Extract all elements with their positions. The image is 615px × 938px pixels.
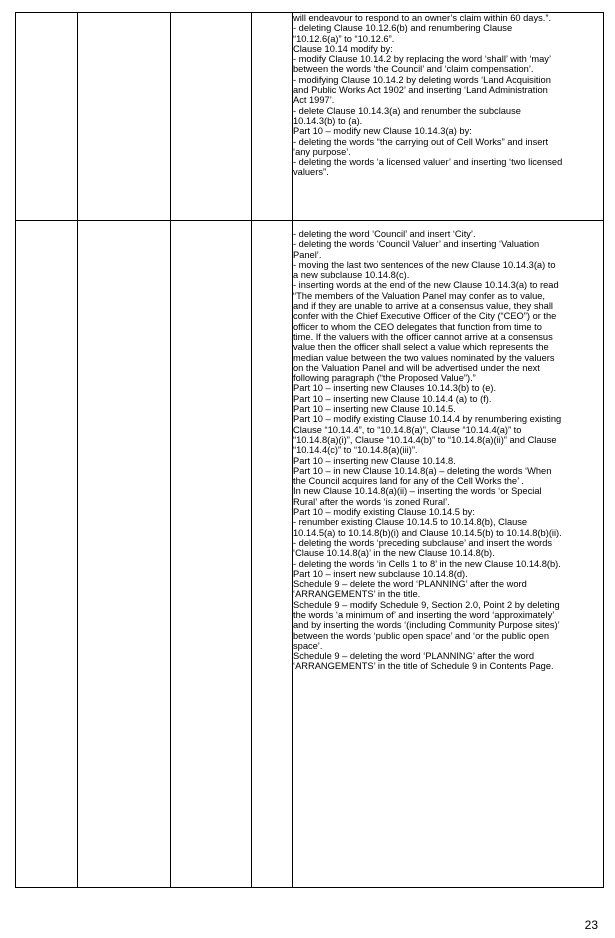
amendment-table <box>15 12 604 888</box>
text-line: Part 10 – inserting new Clause 10.14.5. <box>293 404 456 415</box>
text-line: - moving the last two sentences of the new Clause 10.14.3(a) to <box>293 259 556 270</box>
text-line: time. If the valuers with the officer cannot arrive at a consensus <box>293 331 553 342</box>
text-line: “10.14.8(a)(i)”, Clause “10.14.4(b)” to “10.14.8(a)(ii)” and Clause <box>293 434 557 445</box>
text-line: Part 10 – inserting new Clause 10.14.8. <box>293 455 456 466</box>
text-line: Part 10 – modify existing Clause 10.14.4 by renumbering existing <box>293 414 562 425</box>
text-line: - deleting Clause 10.12.6(b) and renumbering Clause <box>293 23 513 34</box>
table-cell-empty <box>78 221 171 888</box>
text-block <box>293 13 603 178</box>
text-line: Part 10 – modify new Clause 10.14.3(a) by: <box>293 126 472 137</box>
text-line: - deleting the words ‘in Cells 1 to 8’ in the new Clause 10.14.8(b). <box>293 558 561 569</box>
text-line: Rural’ after the words ‘is zoned Rural’. <box>293 496 450 507</box>
text-line: ‘ARRANGEMENTS’ in the title of Schedule 9 in Contents Page. <box>293 661 554 672</box>
text-line: - renumber existing Clause 10.14.5 to 10.14.8(b), Clause <box>293 517 528 528</box>
text-line: Clause “10.14.4”, to “10.14.8(a)”, Clause “10.14.4(a)” to <box>293 424 522 435</box>
text-line: - deleting the words ‘a licensed valuer’ and inserting ‘two licensed <box>293 157 563 168</box>
text-line: - modifying Clause 10.14.2 by deleting words ‘Land Acquisition <box>293 74 551 85</box>
text-line: will endeavour to respond to an owner’s claim within 60 days.”. <box>293 13 552 23</box>
text-line: median value between the two values nominated by the valuers <box>293 352 555 363</box>
text-line: Schedule 9 – deleting the word ‘PLANNING’ after the word <box>293 651 534 662</box>
text-line: and if they are unable to arrive at a consensus value, they shall <box>293 301 553 312</box>
text-line: the Council acquires land for any of the Cell Works the’ . <box>293 476 524 487</box>
table-cell-text <box>293 13 604 221</box>
text-line: 10.14.5(a) to 10.14.8(b)(i) and Clause 10.14.5(b) to 10.14.8(b)(ii). <box>293 527 562 538</box>
text-line: - deleting the word ‘Council’ and insert ‘City’. <box>293 229 476 239</box>
text-line: value then the officer shall select a value which represents the <box>293 342 549 353</box>
text-line: and Public Works Act 1902’ and inserting ‘Land Administration <box>293 85 548 96</box>
text-line: Part 10 – in new Clause 10.14.8(a) – deleting the words ‘When <box>293 465 552 476</box>
table-cell-empty <box>252 13 293 221</box>
text-line: - deleting the words ‘Council Valuer’ and inserting ‘Valuation <box>293 239 540 250</box>
text-line: valuers”. <box>293 167 329 178</box>
table-cell-empty <box>171 13 252 221</box>
table-cell-empty <box>16 221 78 888</box>
text-line: space’. <box>293 640 323 651</box>
text-line: Schedule 9 – modify Schedule 9, Section 2.0, Point 2 by deleting <box>293 599 560 610</box>
text-line: ‘Clause 10.14.8(a)’ in the new Clause 10.14.8(b). <box>293 548 495 559</box>
text-line: Act 1997’. <box>293 95 335 106</box>
spacer <box>293 221 603 229</box>
text-line: Part 10 – modify existing Clause 10.14.5 by: <box>293 507 475 518</box>
text-line: officer to whom the CEO delegates that function from time to <box>293 321 542 332</box>
text-line: between the words ‘public open space’ and ‘or the public open <box>293 630 550 641</box>
text-line: - delete Clause 10.14.3(a) and renumber the subclause <box>293 105 521 116</box>
table-cell-empty <box>78 13 171 221</box>
text-line: - deleting the words ‘preceding subclause’ and insert the words <box>293 537 553 548</box>
text-line: - modify Clause 10.14.2 by replacing the word ‘shall’ with ‘may’ <box>293 54 552 65</box>
text-line: a new subclause 10.14.8(c). <box>293 270 410 281</box>
text-line: “The members of the Valuation Panel may confer as to value, <box>293 290 546 301</box>
text-line: Panel’. <box>293 249 322 260</box>
page-number: 23 <box>584 918 598 932</box>
text-line: between the words ‘the Council’ and ‘claim compensation’. <box>293 64 534 75</box>
text-line: Part 10 – insert new subclause 10.14.8(d). <box>293 568 468 579</box>
table-cell-empty <box>252 221 293 888</box>
text-line: 10.14.3(b) to (a). <box>293 115 363 126</box>
table-row <box>16 13 604 221</box>
table-cell-empty <box>16 13 78 221</box>
text-line: In new Clause 10.14.8(a)(ii) – inserting the words ‘or Special <box>293 486 542 497</box>
text-line: following paragraph (“the Proposed Value”).” <box>293 373 476 384</box>
table-cell-text <box>293 221 604 888</box>
table-cell-empty <box>171 221 252 888</box>
text-line: Schedule 9 – delete the word ‘PLANNING’ after the word <box>293 579 527 590</box>
text-line: the words ‘a minimum of’ and inserting the word ‘approximately’ <box>293 609 555 620</box>
text-line: Part 10 – inserting new Clause 10.14.4 (a) to (f). <box>293 393 492 404</box>
text-line: “10.14.4(c)” to “10.14.8(a)(iii)”. <box>293 445 418 456</box>
text-line: - deleting the words “the carrying out of Cell Works” and insert <box>293 136 549 147</box>
text-block <box>293 229 603 672</box>
text-line: Clause 10.14 modify by: <box>293 43 393 54</box>
text-line: ‘any purpose’. <box>293 146 351 157</box>
table-row <box>16 221 604 888</box>
text-line: and by inserting the words ‘(including Community Purpose sites)’ <box>293 620 560 631</box>
text-line: confer with the Chief Executive Officer of the City (“CEO”) or the <box>293 311 557 322</box>
text-line: - inserting words at the end of the new Clause 10.14.3(a) to read <box>293 280 559 291</box>
text-line: “10.12.6(a)” to “10.12.6”. <box>293 33 395 44</box>
text-line: Part 10 – inserting new Clauses 10.14.3(b) to (e). <box>293 383 497 394</box>
text-line: ‘ARRANGEMENTS’ in the title. <box>293 589 421 600</box>
text-line: on the Valuation Panel and will be advertised under the next <box>293 362 540 373</box>
